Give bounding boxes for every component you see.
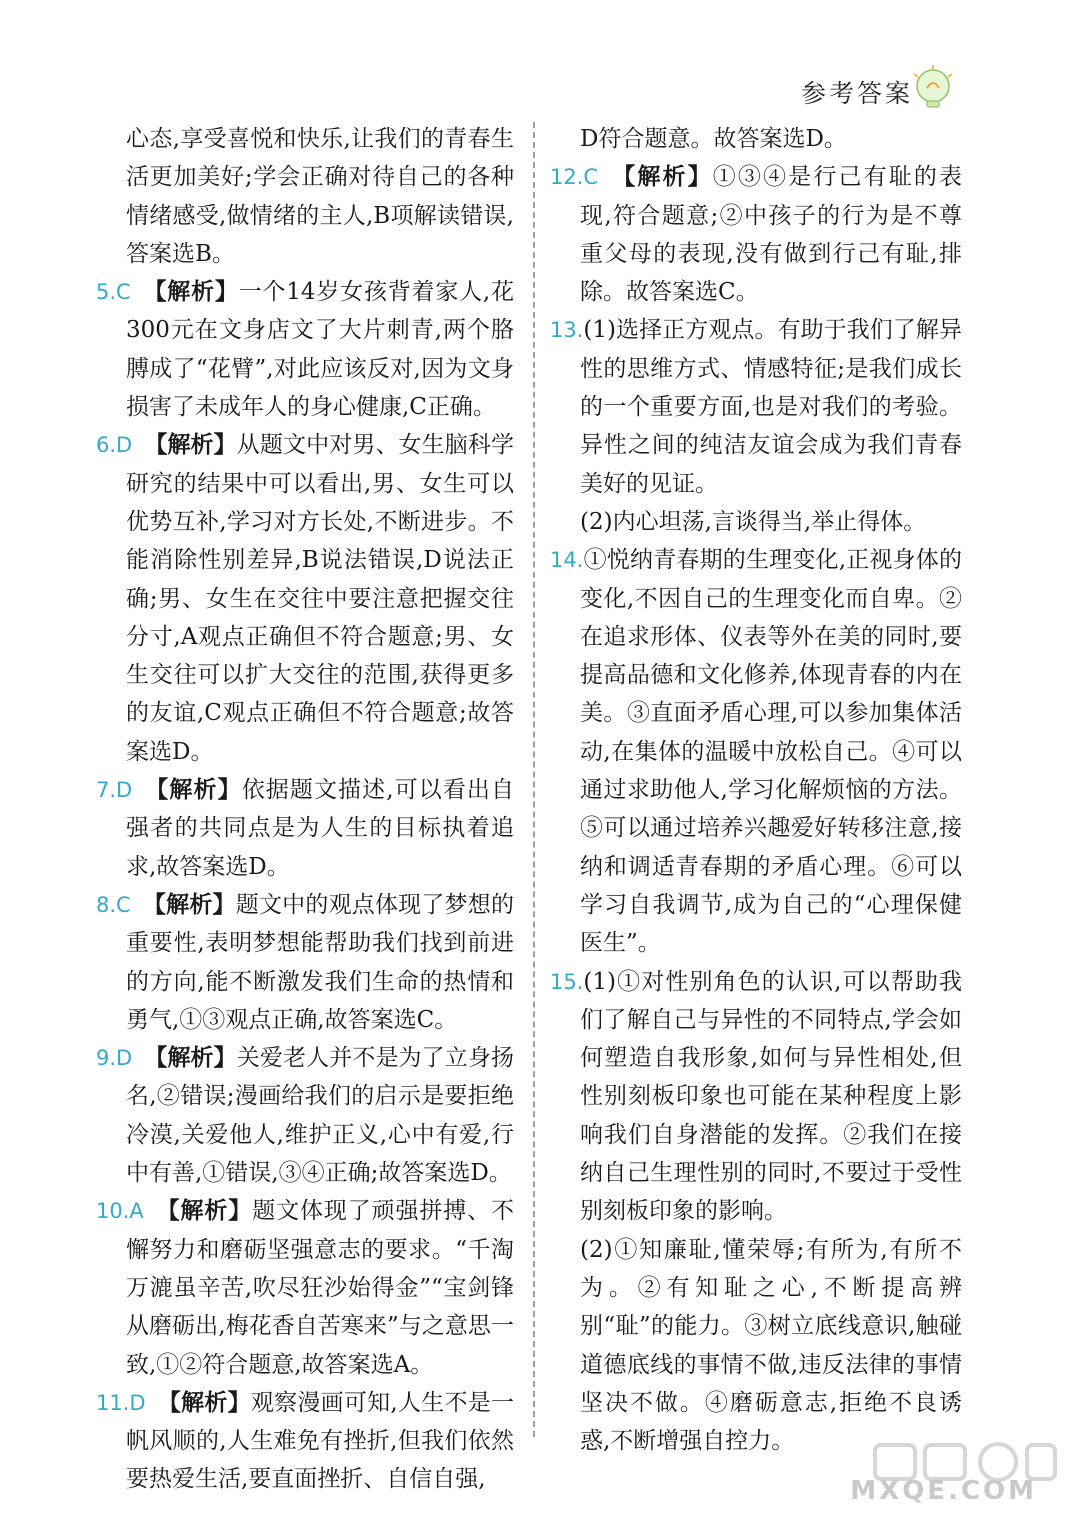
item-number: 12. — [550, 165, 584, 190]
answer-choice: D — [116, 778, 133, 803]
lightbulb-icon — [908, 64, 958, 114]
answer-item-8 — [96, 886, 514, 1039]
analysis-tag: 【解析】 — [610, 164, 713, 191]
answer-item-5 — [96, 273, 514, 426]
answer-choice: D — [116, 433, 133, 458]
answer-item-15-part2: (2)①知廉耻,懂荣辱;有所为,有所不为。②有知耻之心,不断提高辨别“耻”的能力。③树立底线意识,触碰道德底线的事情不做,违反法律的事情坚决不做。④磨砺意志,拒绝不良诱惑,不断增强自控力。 — [580, 1236, 962, 1455]
analysis-text: 依据题文描述,可以看出自强者的共同点是为人生的目标执着追求,故答案选D。 — [126, 777, 515, 880]
analysis-tag: 【解析】 — [142, 891, 236, 918]
answer-item-12 — [550, 158, 962, 311]
answer-text: (1)选择正方观点。有助于我们了解异性的思维方式、情感特征;是我们成长的一个重要方面,也是对我们的考验。异性之间的纯洁友谊会成为我们青春美好的见证。 — [580, 317, 962, 497]
answer-item-14 — [550, 541, 962, 962]
answer-choice: D — [116, 1046, 133, 1071]
answer-item-6 — [96, 426, 514, 771]
analysis-text: 观察漫画可知,人生不是一帆风顺的,人生难免有挫折,但我们依然要热爱生活,要直面挫折、自信自强, — [126, 1389, 515, 1493]
answer-choice: D — [129, 1390, 146, 1415]
answer-item-13-part2: (2)内心坦荡,言谈得当,举止得体。 — [580, 508, 927, 535]
answer-text: ①悦纳青春期的生理变化,正视身体的变化,不因自己的生理变化而自卑。②在追求形体、仪表等外在美的同时,要提高品德和文化修养,体现青春的内在美。③直面矛盾心理,可以参加集体活动,在集体的温暖中放松自己。④可以通过求助他人,学习化解烦恼的方法。⑤可以通过培养兴趣爱好转移注意,接纳和调适青春期的矛盾心理。⑥可以学习自我调节,成为自己的“心理保健医生”。 — [580, 547, 962, 957]
left-column — [96, 120, 514, 1499]
item-number: 9. — [96, 1046, 117, 1071]
item-number: 7. — [96, 778, 117, 803]
answer-item-9 — [96, 1039, 514, 1192]
page-header — [753, 60, 1073, 122]
answer-item-7 — [96, 771, 514, 886]
analysis-tag: 【解析】 — [144, 777, 242, 804]
answer-choice: C — [116, 280, 131, 305]
answer-choice: C — [116, 892, 131, 917]
answer-text: (1)①对性别角色的认识,可以帮助我们了解自己与异性的不同特点,学会如何塑造自我形象,如何与异性相处,但性别刻板印象也可能在某种程度上影响我们自身潜能的发挥。②我们在接纳自己生理性别的同时,不要过于受性别刻板印象的影响。 — [580, 968, 962, 1225]
analysis-text: 关爱老人并不是为了立身扬名,②错误;漫画给我们的启示是要拒绝冷漠,关爱他人,维护正义,心中有爱,行中有善,①错误,③④正确;故答案选D。 — [126, 1045, 515, 1187]
item-number: 6. — [96, 433, 117, 458]
analysis-tag: 【解析】 — [142, 279, 239, 306]
column-divider — [533, 122, 535, 1437]
analysis-tag: 【解析】 — [144, 1045, 237, 1072]
answer-continuation: 心态,享受喜悦和快乐,让我们的青春生活更加美好;学会正确对待自己的各种情绪感受,做情绪的主人,B项解读错误,答案选B。 — [126, 126, 514, 267]
item-number: 10. — [96, 1199, 130, 1224]
header-title: 参考答案 — [800, 79, 913, 108]
answer-choice: A — [129, 1199, 144, 1224]
answer-item-15 — [550, 963, 962, 1231]
answer-continuation: D符合题意。故答案选D。 — [580, 126, 847, 152]
watermark — [813, 1439, 1063, 1514]
watermark-text: MXQE.COM — [850, 1476, 1037, 1506]
item-number: 15. — [550, 969, 584, 994]
item-number: 8. — [96, 892, 117, 917]
answer-item-11 — [96, 1384, 514, 1499]
analysis-text: 从题文中对男、女生脑科学研究的结果中可以看出,男、女生可以优势互补,学习对方长处,不断进步。不能消除性别差异,B说法错误,D说法正确;男、女生在交往中要注意把握交往分寸,A观点正确但不符合题意;男、女生交往可以扩大交往的范围,获得更多的友谊,C观点正确但不符合题意;故答案选D。 — [126, 432, 515, 765]
analysis-text: 题文体现了顽强拼搏、不懈努力和磨砺坚强意志的要求。“千淘万漉虽辛苦,吹尽狂沙始得金”“宝剑锋从磨砺出,梅花香自苦寒来”与之意思一致,①②符合题意,故答案选A。 — [126, 1198, 515, 1378]
item-number: 5. — [96, 280, 117, 305]
item-number: 13. — [550, 318, 584, 343]
answer-choice: C — [583, 165, 599, 190]
right-column — [550, 120, 962, 1460]
analysis-text: ①③④是行己有耻的表现,符合题意;②中孩子的行为是不尊重父母的表现,没有做到行己有耻,排除。故答案选C。 — [580, 164, 963, 306]
analysis-tag: 【解析】 — [155, 1198, 253, 1225]
item-number: 14. — [550, 548, 584, 573]
answer-item-13 — [550, 311, 962, 502]
answer-item-10 — [96, 1192, 514, 1383]
item-number: 11. — [96, 1390, 130, 1415]
analysis-text: 一个14岁女孩背着家人,花300元在文身店文了大片刺青,两个胳膊成了“花臂”,对此应该反对,因为文身损害了未成年人的身心健康,C正确。 — [126, 279, 515, 421]
analysis-tag: 【解析】 — [157, 1389, 251, 1416]
analysis-text: 题文中的观点体现了梦想的重要性,表明梦想能帮助我们找到前进的方向,能不断激发我们生命的热情和勇气,①③观点正确,故答案选C。 — [126, 891, 515, 1033]
analysis-tag: 【解析】 — [144, 432, 237, 459]
